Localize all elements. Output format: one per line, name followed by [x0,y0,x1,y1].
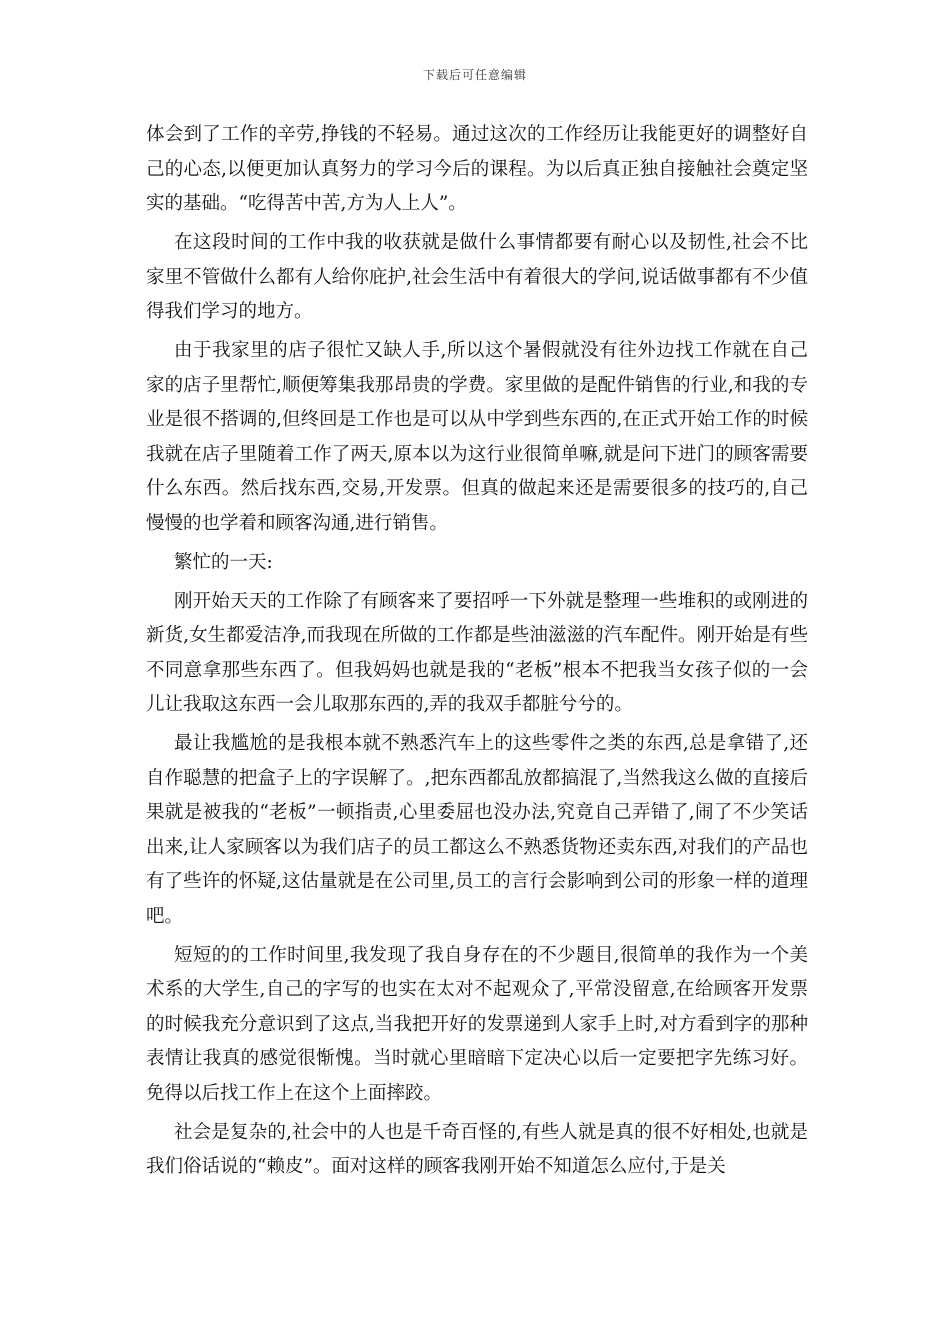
document-body [146,118,808,1189]
paragraph: 由于我家里的店子很忙又缺人手,所以这个暑假就没有往外边找工作就在自己家的店子里帮忙,顺便筹集我那昂贵的学费。家里做的是配件销售的行业,和我的专业是很不搭调的,但终回是工作也是可以从中学到些东西的,在正式开始工作的时候我就在店子里随着工作了两天,原本以为这行业很简单嘛,就是问下进门的顾客需要什么东西。然后找东西,交易,开发票。但真的做起来还是需要很多的技巧的,自己慢慢的也学着和顾客沟通,进行销售。 [146,340,808,534]
paragraph: 体会到了工作的辛劳,挣钱的不轻易。通过这次的工作经历让我能更好的调整好自己的心态,以便更加认真努力的学习今后的课程。为以后真正独自接触社会奠定坚实的基础。“吃得苦中苦,方为人上人”。 [146,124,808,214]
paragraph: 刚开始天天的工作除了有顾客来了要招呼一下外就是整理一些堆积的或刚进的新货,女生都爱洁净,而我现在所做的工作都是些油滋滋的汽车配件。刚开始是有些不同意拿那些东西了。但我妈妈也就是我的“老板”根本不把我当女孩子似的一会儿让我取这东西一会儿取那东西的,弄的我双手都脏兮兮的。 [146,590,808,715]
paragraph: 繁忙的一天: [174,551,273,573]
page-header: 下载后可任意编辑 [422,68,527,82]
paragraph: 社会是复杂的,社会中的人也是千奇百怪的,有些人就是真的很不好相处,也就是我们俗话说的“赖皮”。面对这样的顾客我刚开始不知道怎么应付,于是关 [146,1121,808,1177]
paragraph: 最让我尴尬的是我根本就不熟悉汽车上的这些零件之类的东西,总是拿错了,还自作聪慧的把盒子上的字误解了。,把东西都乱放都搞混了,当然我这么做的直接后果就是被我的“老板”一顿指责,心里委屈也没办法,究竟自己弄错了,闹了不少笑话出来,让人家顾客以为我们店子的员工都这么不熟悉货物还卖东西,对我们的产品也有了些许的怀疑,这估量就是在公司里,员工的言行会影响到公司的形象一样的道理吧。 [146,733,808,927]
paragraph: 在这段时间的工作中我的收获就是做什么事情都要有耐心以及韧性,社会不比家里不管做什么都有人给你庇护,社会生活中有着很大的学问,说话做事都有不少值得我们学习的地方。 [146,232,808,322]
paragraph: 短短的的工作时间里,我发现了我自身存在的不少题目,很简单的我作为一个美术系的大学生,自己的字写的也实在太对不起观众了,平常没留意,在给顾客开发票的时候我充分意识到了这点,当我把开好的发票递到人家手上时,对方看到字的那种表情让我真的感觉很惭愧。当时就心里暗暗下定决心以后一定要把字先练习好。免得以后找工作上在这个上面摔跤。 [146,944,808,1104]
